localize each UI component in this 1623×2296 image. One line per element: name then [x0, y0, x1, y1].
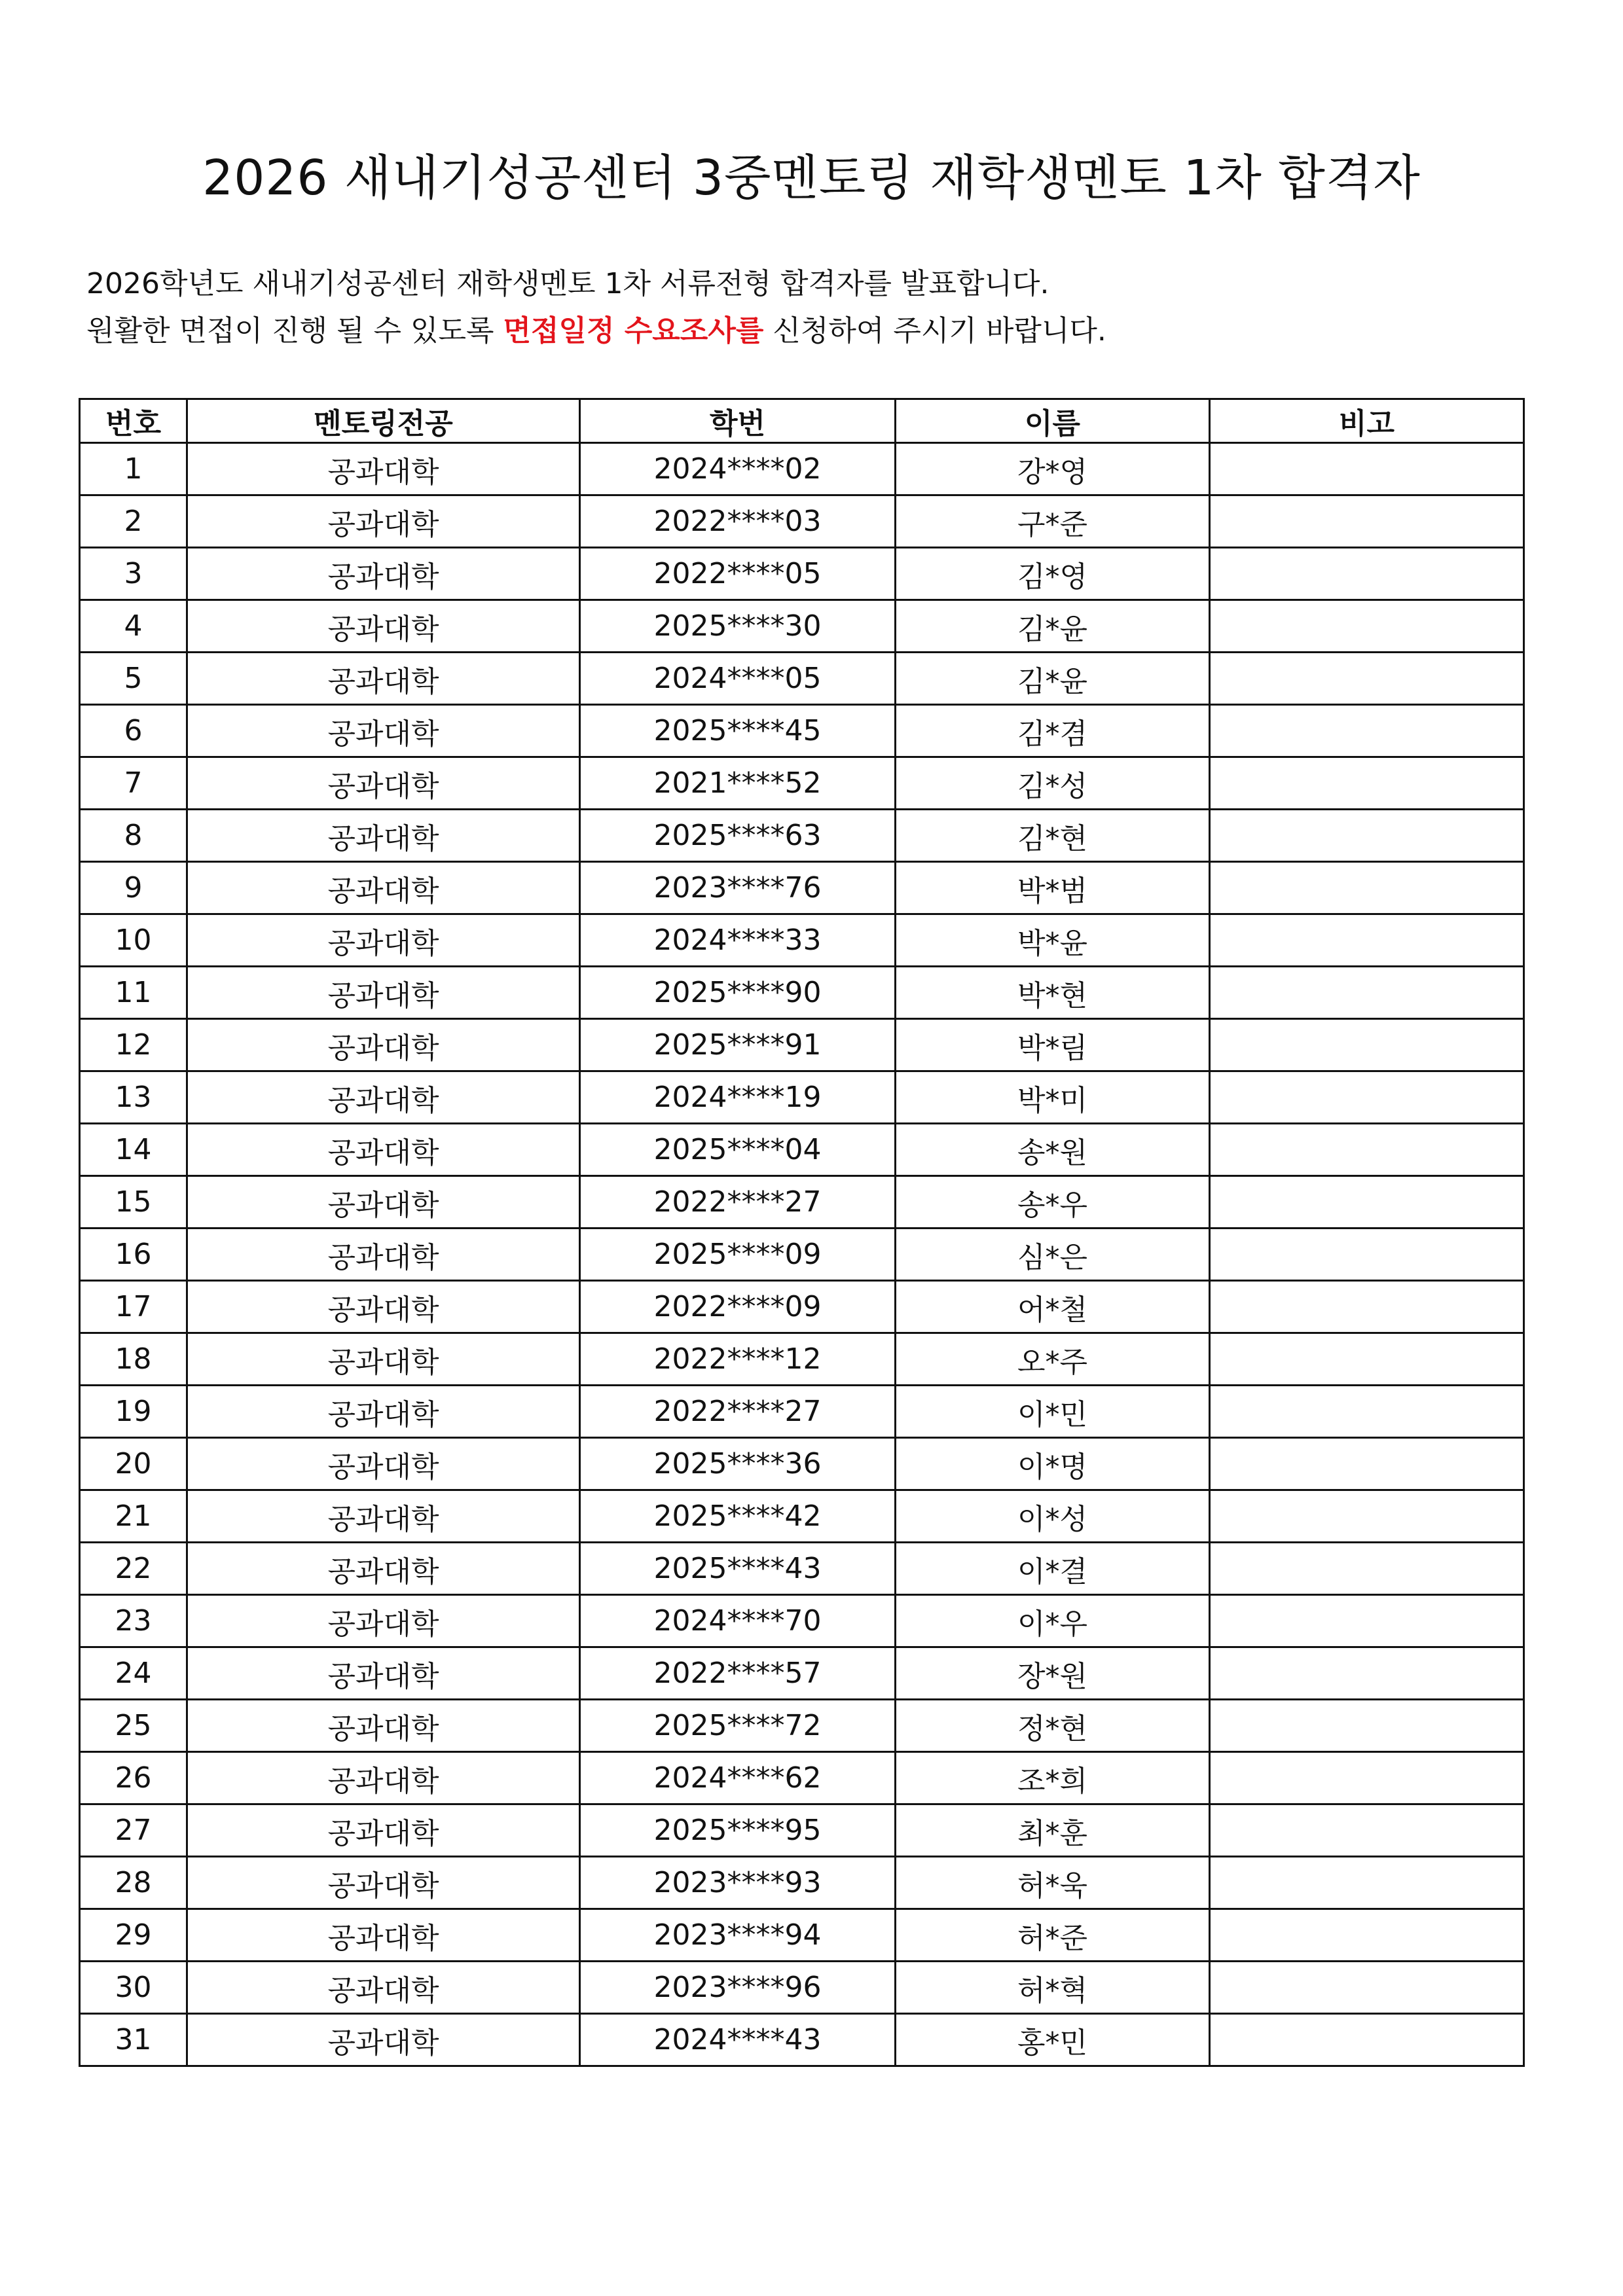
cell-remarks [1210, 1229, 1524, 1281]
cell-number: 10 [80, 914, 187, 967]
table-row [80, 1490, 1524, 1543]
cell-remarks [1210, 967, 1524, 1019]
cell-number: 19 [80, 1386, 187, 1438]
cell-name: 이*명 [896, 1438, 1210, 1490]
cell-name: 김*겸 [896, 705, 1210, 757]
cell-number: 29 [80, 1909, 187, 1962]
cell-name: 심*은 [896, 1229, 1210, 1281]
table-row [80, 1752, 1524, 1804]
table-row [80, 1229, 1524, 1281]
cell-student-id: 2025****72 [580, 1700, 896, 1752]
cell-name: 김*윤 [896, 653, 1210, 705]
cell-name: 홍*민 [896, 2014, 1210, 2066]
table-row [80, 1438, 1524, 1490]
cell-student-id: 2022****05 [580, 548, 896, 600]
header-remarks: 비고 [1210, 399, 1524, 443]
table-row [80, 1019, 1524, 1071]
cell-remarks [1210, 1438, 1524, 1490]
cell-mentoring-major: 공과대학 [187, 1071, 580, 1124]
cell-remarks [1210, 757, 1524, 810]
cell-mentoring-major: 공과대학 [187, 1909, 580, 1962]
cell-remarks [1210, 1071, 1524, 1124]
cell-mentoring-major: 공과대학 [187, 1857, 580, 1909]
announcement-line-2-end: 신청하여 주시기 바랍니다. [763, 314, 1106, 348]
cell-remarks [1210, 1176, 1524, 1229]
cell-remarks [1210, 495, 1524, 548]
cell-remarks [1210, 548, 1524, 600]
cell-student-id: 2021****52 [580, 757, 896, 810]
cell-name: 조*희 [896, 1752, 1210, 1804]
cell-name: 허*욱 [896, 1857, 1210, 1909]
cell-student-id: 2022****27 [580, 1386, 896, 1438]
cell-mentoring-major: 공과대학 [187, 548, 580, 600]
cell-mentoring-major: 공과대학 [187, 1595, 580, 1647]
announcement-line-2-start: 원활한 면접이 진행 될 수 있도록 [86, 314, 503, 348]
cell-remarks [1210, 600, 1524, 653]
cell-name: 정*현 [896, 1700, 1210, 1752]
cell-student-id: 2022****57 [580, 1647, 896, 1700]
cell-number: 8 [80, 810, 187, 862]
cell-mentoring-major: 공과대학 [187, 653, 580, 705]
cell-name: 이*우 [896, 1595, 1210, 1647]
cell-name: 김*윤 [896, 600, 1210, 653]
table-row [80, 1909, 1524, 1962]
cell-remarks [1210, 1647, 1524, 1700]
cell-mentoring-major: 공과대학 [187, 2014, 580, 2066]
cell-number: 15 [80, 1176, 187, 1229]
table-row [80, 1333, 1524, 1386]
table-row [80, 653, 1524, 705]
cell-number: 23 [80, 1595, 187, 1647]
cell-number: 1 [80, 443, 187, 495]
cell-number: 30 [80, 1962, 187, 2014]
header-number: 번호 [80, 399, 187, 443]
cell-mentoring-major: 공과대학 [187, 1490, 580, 1543]
cell-student-id: 2025****09 [580, 1229, 896, 1281]
cell-name: 장*원 [896, 1647, 1210, 1700]
cell-number: 7 [80, 757, 187, 810]
cell-number: 4 [80, 600, 187, 653]
cell-number: 14 [80, 1124, 187, 1176]
cell-mentoring-major: 공과대학 [187, 1176, 580, 1229]
table-row [80, 443, 1524, 495]
cell-remarks [1210, 1700, 1524, 1752]
cell-remarks [1210, 705, 1524, 757]
cell-number: 27 [80, 1804, 187, 1857]
cell-remarks [1210, 1909, 1524, 1962]
cell-name: 강*영 [896, 443, 1210, 495]
cell-student-id: 2025****04 [580, 1124, 896, 1176]
cell-mentoring-major: 공과대학 [187, 862, 580, 914]
cell-mentoring-major: 공과대학 [187, 443, 580, 495]
cell-name: 구*준 [896, 495, 1210, 548]
table-header-row [80, 399, 1524, 443]
cell-name: 박*림 [896, 1019, 1210, 1071]
cell-number: 2 [80, 495, 187, 548]
cell-name: 박*현 [896, 967, 1210, 1019]
cell-student-id: 2024****62 [580, 1752, 896, 1804]
cell-name: 허*준 [896, 1909, 1210, 1962]
cell-student-id: 2022****12 [580, 1333, 896, 1386]
cell-name: 최*훈 [896, 1804, 1210, 1857]
cell-remarks [1210, 1543, 1524, 1595]
table-row [80, 705, 1524, 757]
cell-number: 6 [80, 705, 187, 757]
cell-mentoring-major: 공과대학 [187, 1333, 580, 1386]
cell-mentoring-major: 공과대학 [187, 1019, 580, 1071]
cell-mentoring-major: 공과대학 [187, 1386, 580, 1438]
cell-mentoring-major: 공과대학 [187, 1281, 580, 1333]
page-title: 2026 새내기성공센터 3중멘토링 재학생멘토 1차 합격자 [202, 150, 1421, 206]
cell-mentoring-major: 공과대학 [187, 1700, 580, 1752]
header-student-id: 학번 [580, 399, 896, 443]
table-row [80, 810, 1524, 862]
cell-student-id: 2023****94 [580, 1909, 896, 1962]
cell-name: 김*현 [896, 810, 1210, 862]
table-row [80, 1124, 1524, 1176]
cell-remarks [1210, 1124, 1524, 1176]
announcement-line-2 [86, 308, 1527, 355]
cell-number: 17 [80, 1281, 187, 1333]
table-row [80, 862, 1524, 914]
table-row [80, 914, 1524, 967]
cell-number: 18 [80, 1333, 187, 1386]
cell-name: 이*성 [896, 1490, 1210, 1543]
cell-mentoring-major: 공과대학 [187, 1438, 580, 1490]
cell-remarks [1210, 1386, 1524, 1438]
announcement-text [86, 260, 1527, 355]
cell-remarks [1210, 1857, 1524, 1909]
cell-remarks [1210, 1281, 1524, 1333]
cell-student-id: 2025****63 [580, 810, 896, 862]
cell-name: 송*원 [896, 1124, 1210, 1176]
cell-student-id: 2024****19 [580, 1071, 896, 1124]
table-row [80, 967, 1524, 1019]
cell-remarks [1210, 1333, 1524, 1386]
cell-student-id: 2024****33 [580, 914, 896, 967]
table-row [80, 2014, 1524, 2066]
cell-mentoring-major: 공과대학 [187, 495, 580, 548]
cell-student-id: 2025****42 [580, 1490, 896, 1543]
cell-remarks [1210, 810, 1524, 862]
cell-mentoring-major: 공과대학 [187, 1962, 580, 2014]
cell-student-id: 2024****43 [580, 2014, 896, 2066]
cell-mentoring-major: 공과대학 [187, 1647, 580, 1700]
cell-student-id: 2025****43 [580, 1543, 896, 1595]
cell-number: 12 [80, 1019, 187, 1071]
cell-student-id: 2023****96 [580, 1962, 896, 2014]
cell-student-id: 2024****02 [580, 443, 896, 495]
cell-mentoring-major: 공과대학 [187, 1229, 580, 1281]
successful-applicants-table [79, 398, 1525, 2067]
header-name: 이름 [896, 399, 1210, 443]
cell-student-id: 2023****76 [580, 862, 896, 914]
cell-student-id: 2025****30 [580, 600, 896, 653]
table-row [80, 548, 1524, 600]
cell-student-id: 2023****93 [580, 1857, 896, 1909]
cell-number: 9 [80, 862, 187, 914]
cell-number: 3 [80, 548, 187, 600]
table-row [80, 495, 1524, 548]
interview-survey-highlight: 면접일정 수요조사를 [503, 314, 764, 348]
cell-mentoring-major: 공과대학 [187, 1124, 580, 1176]
table-row [80, 1962, 1524, 2014]
cell-name: 이*결 [896, 1543, 1210, 1595]
cell-number: 25 [80, 1700, 187, 1752]
cell-student-id: 2022****03 [580, 495, 896, 548]
cell-name: 김*영 [896, 548, 1210, 600]
table-row [80, 1804, 1524, 1857]
cell-mentoring-major: 공과대학 [187, 600, 580, 653]
cell-mentoring-major: 공과대학 [187, 1543, 580, 1595]
cell-name: 김*성 [896, 757, 1210, 810]
cell-name: 오*주 [896, 1333, 1210, 1386]
table-row [80, 1386, 1524, 1438]
cell-mentoring-major: 공과대학 [187, 757, 580, 810]
table-row [80, 1595, 1524, 1647]
cell-mentoring-major: 공과대학 [187, 914, 580, 967]
cell-number: 16 [80, 1229, 187, 1281]
cell-number: 11 [80, 967, 187, 1019]
cell-number: 26 [80, 1752, 187, 1804]
cell-name: 어*철 [896, 1281, 1210, 1333]
cell-remarks [1210, 1490, 1524, 1543]
cell-number: 21 [80, 1490, 187, 1543]
cell-name: 이*민 [896, 1386, 1210, 1438]
cell-remarks [1210, 914, 1524, 967]
table-row [80, 600, 1524, 653]
table-row [80, 1071, 1524, 1124]
cell-remarks [1210, 1804, 1524, 1857]
cell-student-id: 2025****90 [580, 967, 896, 1019]
table-row [80, 757, 1524, 810]
table-row [80, 1176, 1524, 1229]
cell-mentoring-major: 공과대학 [187, 705, 580, 757]
table-row [80, 1281, 1524, 1333]
cell-student-id: 2025****45 [580, 705, 896, 757]
cell-number: 13 [80, 1071, 187, 1124]
cell-number: 20 [80, 1438, 187, 1490]
cell-remarks [1210, 653, 1524, 705]
cell-remarks [1210, 862, 1524, 914]
cell-number: 5 [80, 653, 187, 705]
cell-name: 박*윤 [896, 914, 1210, 967]
cell-student-id: 2025****36 [580, 1438, 896, 1490]
cell-remarks [1210, 1752, 1524, 1804]
cell-student-id: 2024****70 [580, 1595, 896, 1647]
cell-remarks [1210, 2014, 1524, 2066]
cell-remarks [1210, 1962, 1524, 2014]
cell-student-id: 2022****27 [580, 1176, 896, 1229]
cell-number: 28 [80, 1857, 187, 1909]
cell-mentoring-major: 공과대학 [187, 1752, 580, 1804]
cell-remarks [1210, 1595, 1524, 1647]
cell-mentoring-major: 공과대학 [187, 1804, 580, 1857]
cell-number: 31 [80, 2014, 187, 2066]
cell-number: 22 [80, 1543, 187, 1595]
cell-student-id: 2025****91 [580, 1019, 896, 1071]
cell-remarks [1210, 1019, 1524, 1071]
cell-student-id: 2024****05 [580, 653, 896, 705]
announcement-line-1: 2026학년도 새내기성공센터 재학생멘토 1차 서류전형 합격자를 발표합니다. [86, 267, 1049, 300]
header-mentoring-major: 멘토링전공 [187, 399, 580, 443]
table-body [80, 443, 1524, 2066]
cell-number: 24 [80, 1647, 187, 1700]
cell-mentoring-major: 공과대학 [187, 967, 580, 1019]
cell-name: 박*범 [896, 862, 1210, 914]
cell-name: 허*혁 [896, 1962, 1210, 2014]
table-row [80, 1857, 1524, 1909]
cell-name: 박*미 [896, 1071, 1210, 1124]
cell-student-id: 2022****09 [580, 1281, 896, 1333]
cell-name: 송*우 [896, 1176, 1210, 1229]
cell-mentoring-major: 공과대학 [187, 810, 580, 862]
table-row [80, 1647, 1524, 1700]
cell-remarks [1210, 443, 1524, 495]
table-row [80, 1543, 1524, 1595]
cell-student-id: 2025****95 [580, 1804, 896, 1857]
table-row [80, 1700, 1524, 1752]
